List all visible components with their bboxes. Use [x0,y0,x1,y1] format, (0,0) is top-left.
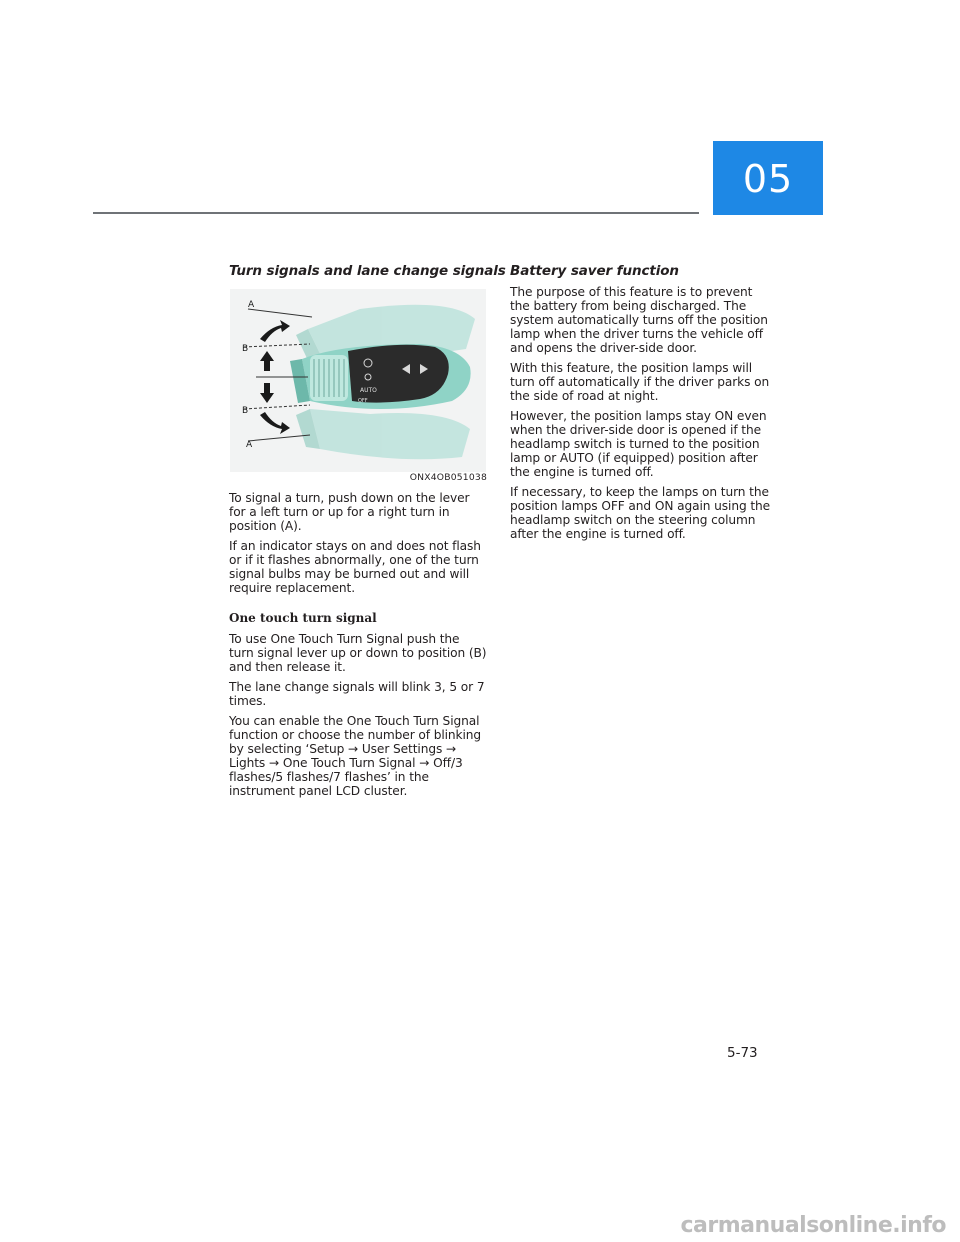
paragraph: If an indicator stays on and does not flash or if it flashes abnormally, one of the turn signal bulbs may be burned out and will require replacement. [229,539,481,595]
arrow-curved-down-icon [260,412,290,434]
chapter-number: 05 [742,157,794,201]
arrow-curved-up-icon [260,320,290,342]
figure-code: ONX4OB051038 [409,472,487,483]
page-number: 5-73 [727,1045,758,1061]
turn-signal-lever-illustration [230,289,486,472]
chapter-tab [713,141,823,215]
paragraph: To use One Touch Turn Signal push the turn signal lever up or down to position (B) and then release it. [229,632,487,674]
paragraph: The purpose of this feature is to prevent the battery from being discharged. The system automatically turns off the position lamp when the driver turns the vehicle off and opens the driver-side door. [510,285,768,355]
paragraph: The lane change signals will blink 3, 5 or 7 times. [229,680,485,708]
arrow-up-icon [260,351,274,371]
right-column [510,263,772,547]
lever-ghost-lower [296,409,470,459]
watermark: carmanualsonline.info [680,1213,946,1238]
stalk-off-marking: OFF [358,398,368,404]
paragraph: However, the position lamps stay ON even when the driver-side door is opened if the headlamp switch is turned to the position lamp or AUTO (if equipped) position after the engine is turned off. [510,409,767,479]
left-column [229,263,506,804]
paragraph: With this feature, the position lamps will turn off automatically if the driver parks on the side of road at night. [510,361,770,403]
stalk-auto-marking: AUTO [360,387,377,394]
label-b-top: B [242,344,249,354]
subheading-one-touch: One touch turn signal [229,611,377,625]
arrow-down-icon [260,383,274,403]
paragraph: If necessary, to keep the lamps on turn the position lamps OFF and ON again using the headlamp switch on the steering column after the engine is turned off. [510,485,771,541]
turn-signal-lever-figure [230,289,486,472]
section-title-battery-saver: Battery saver function [510,263,679,279]
label-a-top: A [248,300,255,310]
label-b-bottom: B [242,406,249,416]
label-a-bottom: A [246,440,253,450]
header-rule [93,212,699,214]
section-title-turn-signals: Turn signals and lane change signals [229,263,506,279]
paragraph: You can enable the One Touch Turn Signal function or choose the number of blinking by selecting ‘Setup → User Settings → Lights → One Touch Turn Signal → Off/3 flashes/5 flashes/7 flashes’ in the instrument panel LCD cluster. [229,714,482,798]
paragraph: To signal a turn, push down on the lever for a left turn or up for a right turn in position (A). [229,491,470,533]
